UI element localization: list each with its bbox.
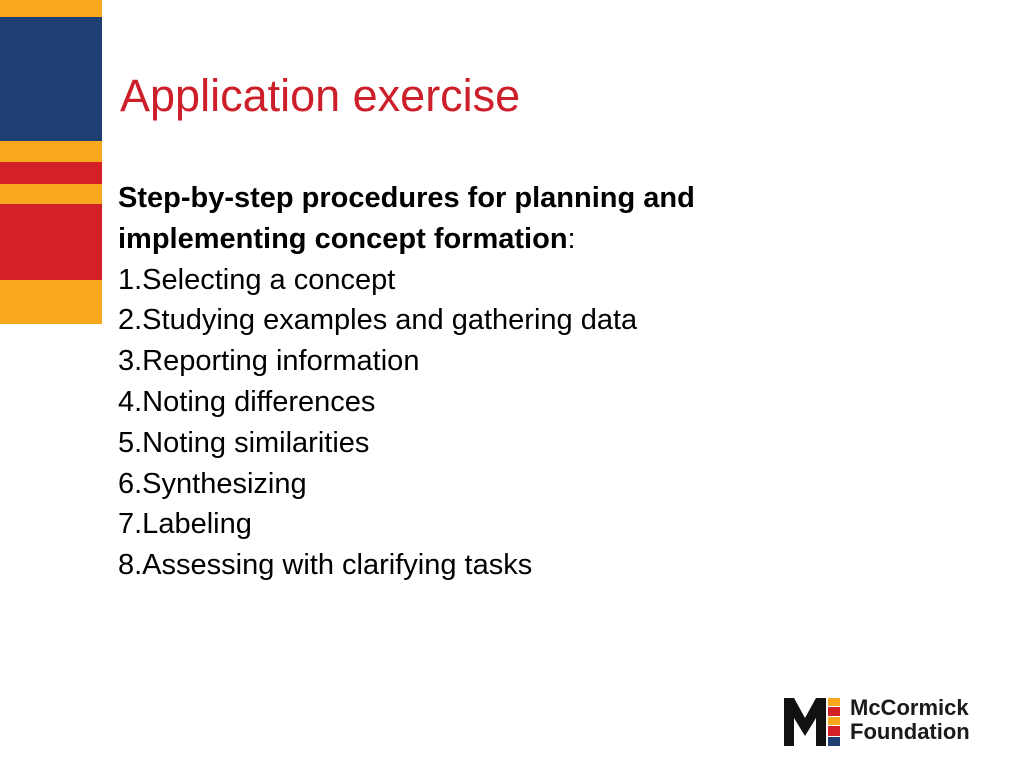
mccormick-logo-mark-icon [784, 698, 840, 746]
slide-body [118, 178, 818, 586]
mccormick-logo [784, 696, 994, 748]
step-item: 3.Reporting information [118, 345, 420, 378]
procedures-heading [118, 178, 818, 260]
stripe-orange-thin [0, 184, 102, 204]
stripe-orange-top [0, 0, 102, 17]
steps-list [118, 260, 818, 586]
step-item: 4.Noting differences [118, 385, 376, 418]
stripe-navy [0, 17, 102, 141]
step-item: 1.Selecting a concept [118, 263, 396, 296]
slide-title: Application exercise [120, 70, 521, 121]
step-item: 6.Synthesizing [118, 467, 307, 500]
step-item: 7.Labeling [118, 508, 252, 541]
decorative-stripes [0, 0, 102, 324]
logo-line-1: McCormick [850, 695, 969, 720]
mccormick-logo-text [850, 696, 970, 744]
stripe-orange [0, 141, 102, 162]
procedures-heading-suffix: : [567, 222, 576, 255]
step-item: 8.Assessing with clarifying tasks [118, 549, 533, 582]
stripe-orange-bottom [0, 280, 102, 324]
step-item: 5.Noting similarities [118, 426, 370, 459]
stripe-red [0, 162, 102, 184]
procedures-heading-bold: Step-by-step procedures for planning and implementing concept formation [118, 182, 695, 255]
step-item: 2.Studying examples and gathering data [118, 304, 638, 337]
stripe-red-wide [0, 204, 102, 280]
logo-line-2: Foundation [850, 719, 970, 744]
